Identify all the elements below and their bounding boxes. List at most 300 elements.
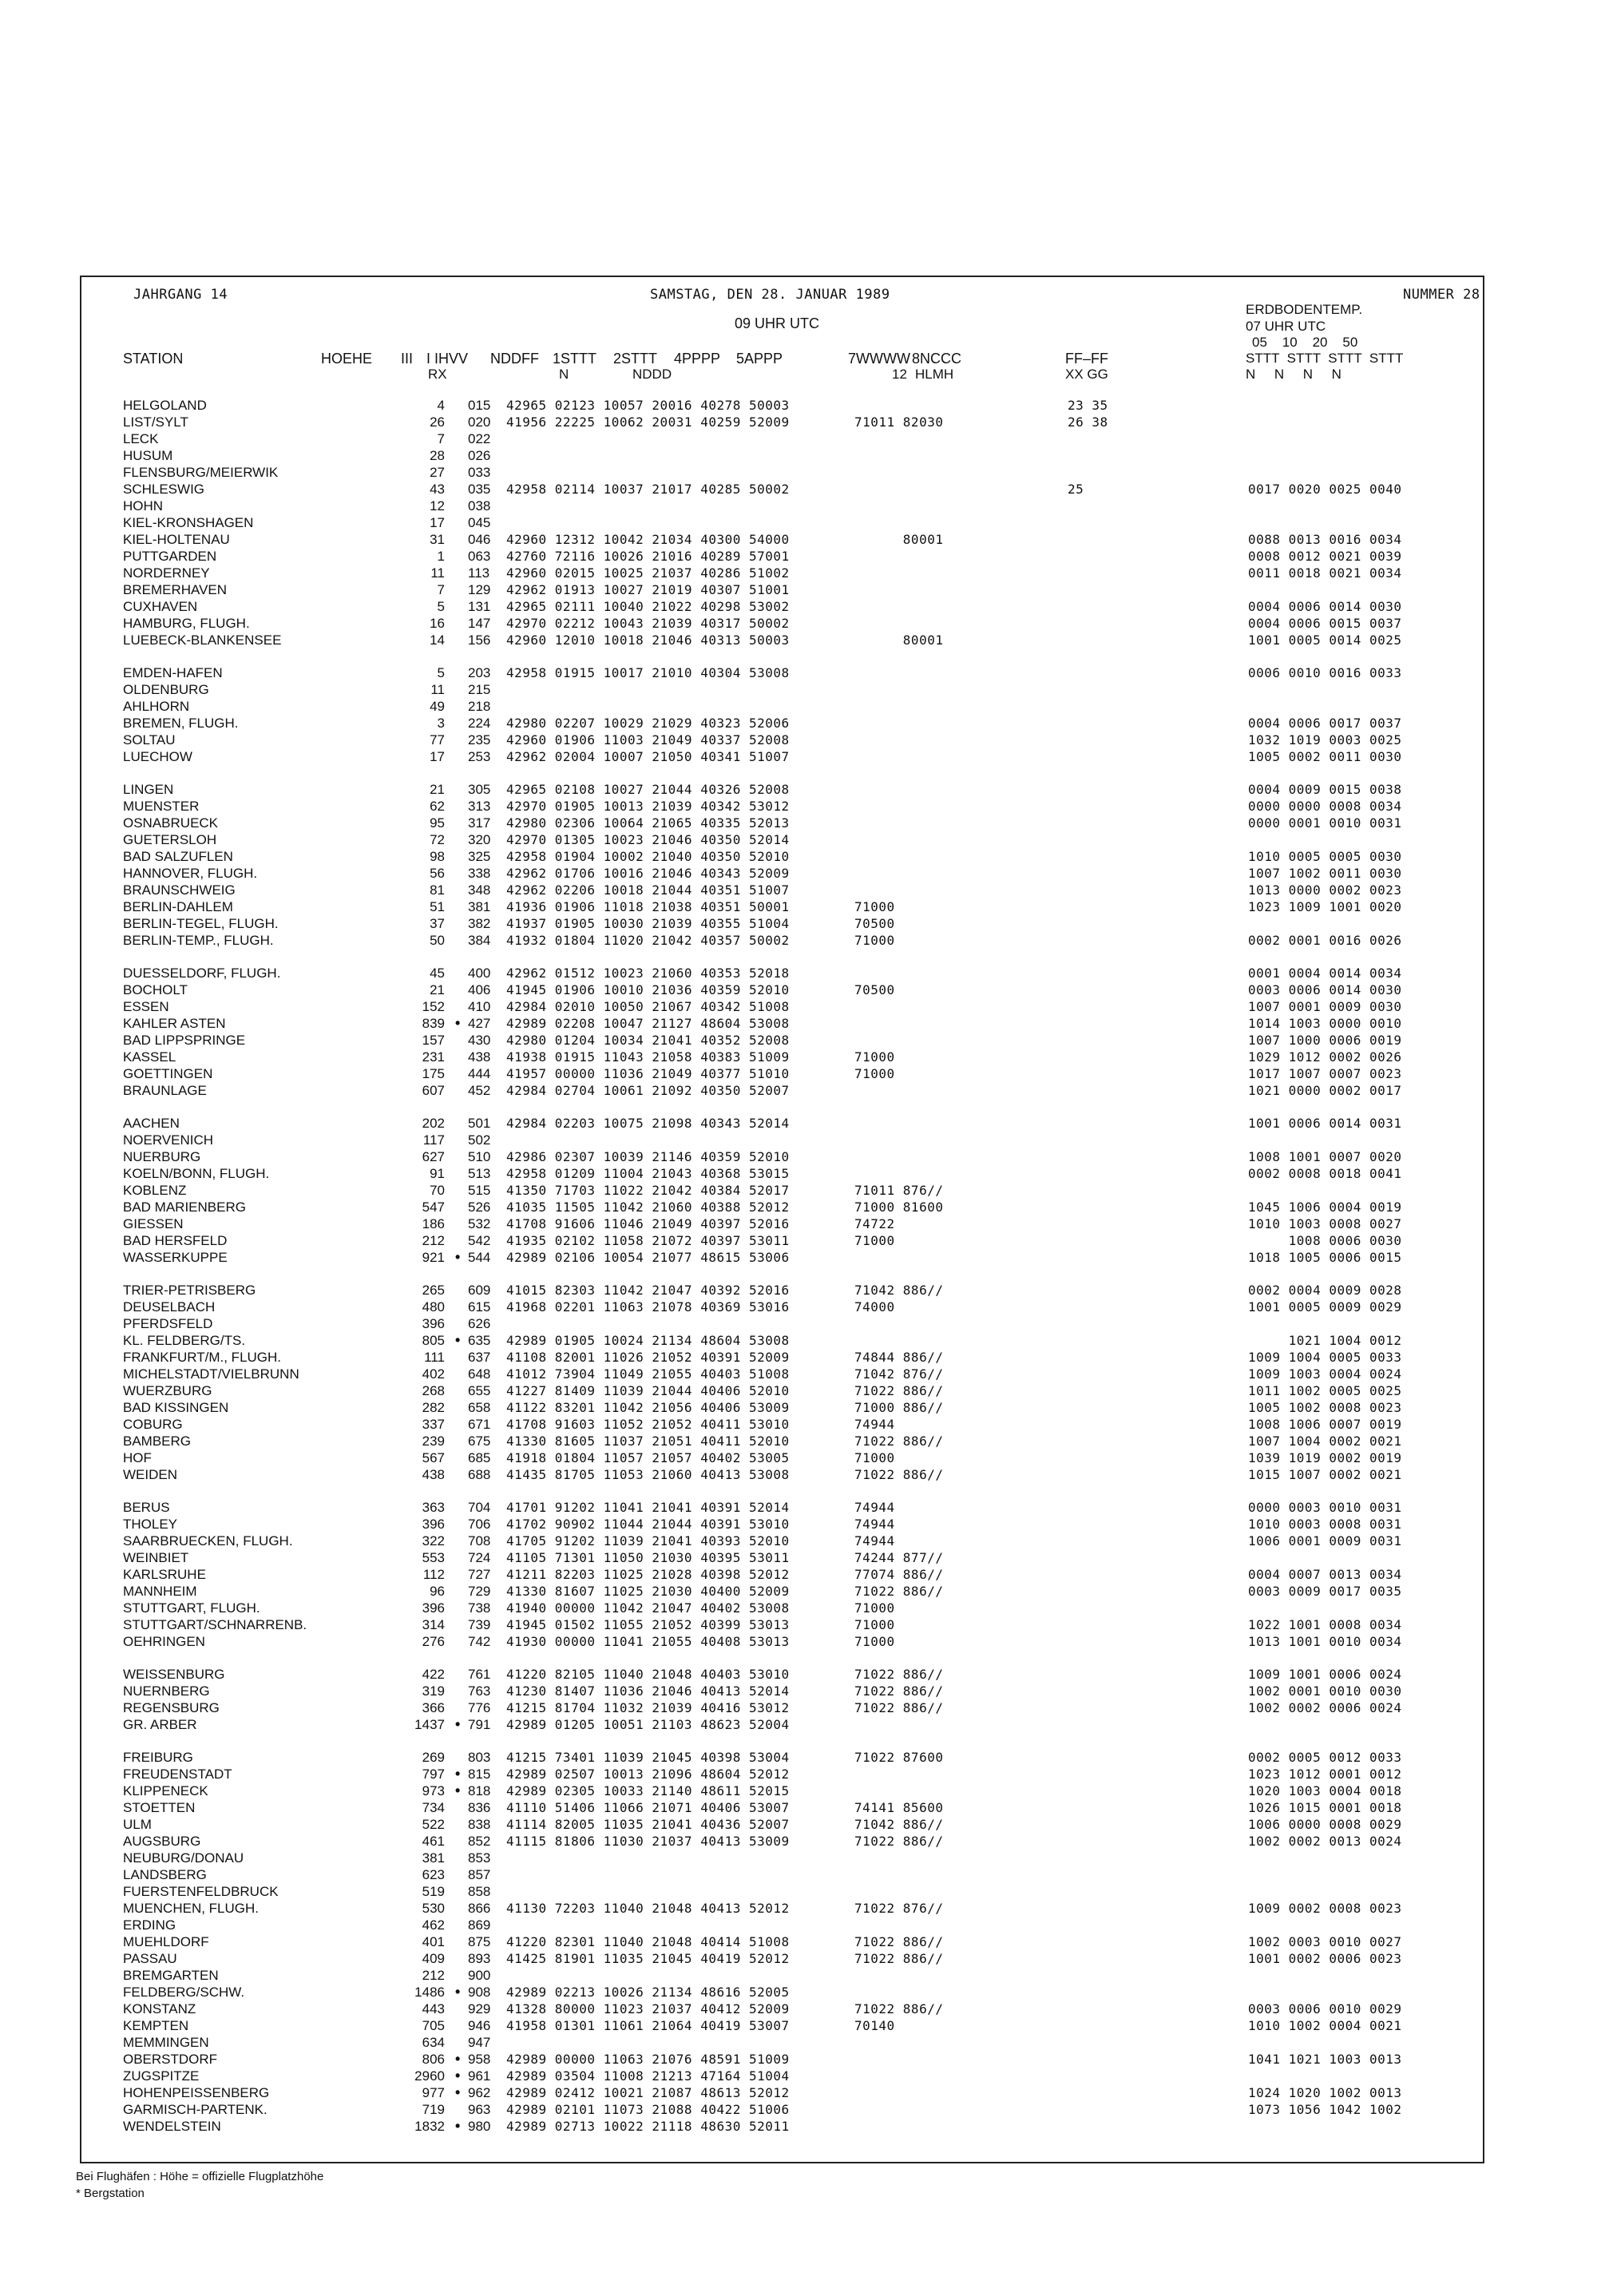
weather-groups: 70500 (854, 916, 895, 931)
synop-groups: 42989 02213 10026 21134 48616 52005 (506, 1985, 790, 2000)
station-index: 658 (468, 1400, 491, 1415)
station-row (81, 1015, 1483, 1032)
station-name: BRAUNSCHWEIG (123, 882, 236, 898)
col-1sttt: 1STTT (553, 351, 597, 367)
col-7wwww: 7WWWW (848, 351, 910, 367)
station-hoehe: 56 (430, 866, 445, 881)
station-hoehe: 11 (430, 682, 445, 697)
weather-groups: 74722 (854, 1216, 895, 1231)
synop-groups: 42989 02507 10013 21096 48604 52012 (506, 1767, 790, 1782)
soil-temperatures: 0000 0000 0008 0034 (1248, 799, 1402, 814)
station-name: MANNHEIM (123, 1584, 197, 1599)
station-name: AHLHORN (123, 699, 190, 714)
soil-temperatures: 1009 1003 0004 0024 (1248, 1366, 1402, 1382)
footnote-bergstation: * Bergstation (76, 2187, 145, 2200)
station-index: 908 (468, 1985, 491, 2000)
station-index: 542 (468, 1233, 491, 1248)
soil-temperatures: 1010 1002 0004 0021 (1248, 2018, 1402, 2033)
station-name: MUEHLDORF (123, 1934, 209, 1949)
station-row (81, 1600, 1483, 1616)
soil-temperatures: 1007 1004 0002 0021 (1248, 1434, 1402, 1449)
station-row (81, 1816, 1483, 1833)
synop-groups: 41425 81901 11035 21045 40419 52012 (506, 1951, 790, 1966)
station-hoehe: 17 (430, 515, 445, 530)
station-index: 815 (468, 1767, 491, 1782)
station-name: WUERZBURG (123, 1383, 212, 1398)
synop-groups: 42962 01913 10027 21019 40307 51001 (506, 582, 790, 597)
station-row (81, 1799, 1483, 1816)
station-row (81, 1699, 1483, 1716)
station-name: BERUS (123, 1500, 170, 1515)
col-xxgg: XX GG (1065, 367, 1108, 382)
station-index: 253 (468, 749, 491, 764)
station-hoehe: 1832 (414, 2119, 445, 2134)
soil-temperatures: 0002 0008 0018 0041 (1248, 1166, 1402, 1181)
synop-groups: 41330 81605 11037 21051 40411 52010 (506, 1434, 790, 1449)
bergstation-marker: • (455, 1332, 461, 1348)
station-index: 406 (468, 982, 491, 997)
station-row (81, 464, 1483, 481)
station-name: NEUBURG/DONAU (123, 1850, 244, 1866)
synop-groups: 41211 82203 11025 21028 40398 52012 (506, 1567, 790, 1582)
station-index: 317 (468, 815, 491, 831)
station-name: WEINBIET (123, 1550, 189, 1565)
station-name: WEISSENBURG (123, 1667, 225, 1682)
station-index: 427 (468, 1016, 491, 1031)
soil-temperatures: 1007 0001 0009 0030 (1248, 999, 1402, 1014)
station-name: DEUSELBACH (123, 1299, 216, 1315)
station-name: NORDERNEY (123, 565, 210, 581)
station-hoehe: 62 (430, 799, 445, 814)
synop-groups: 41937 01905 10030 21039 40355 51004 (506, 916, 790, 931)
station-hoehe: 17 (430, 749, 445, 764)
station-hoehe: 239 (422, 1434, 445, 1449)
synop-groups: 41708 91603 11052 21052 40411 53010 (506, 1417, 790, 1432)
weather-groups: 71000 (854, 1617, 895, 1632)
station-row (81, 1950, 1483, 1967)
synop-groups: 41105 71301 11050 21030 40395 53011 (506, 1550, 790, 1565)
station-row (81, 1416, 1483, 1433)
station-row (81, 1583, 1483, 1600)
station-hoehe: 627 (422, 1149, 445, 1164)
weather-groups: 71022 886// (854, 2001, 944, 2016)
station-name: GOETTINGEN (123, 1066, 213, 1081)
station-hoehe: 5 (437, 599, 445, 614)
soil-temperatures: 1007 1002 0011 0030 (1248, 866, 1402, 881)
station-hoehe: 231 (422, 1049, 445, 1065)
station-name: AACHEN (123, 1116, 180, 1131)
station-index: 046 (468, 532, 491, 547)
col-rx: RX (428, 367, 447, 382)
station-row (81, 1766, 1483, 1782)
station-name: WASSERKUPPE (123, 1250, 228, 1265)
station-name: HOHN (123, 498, 164, 514)
station-name: BAMBERG (123, 1434, 192, 1449)
station-index: 430 (468, 1033, 491, 1048)
station-hoehe: 409 (422, 1951, 445, 1966)
station-hoehe: 522 (422, 1817, 445, 1832)
bergstation-marker: • (455, 1984, 461, 2000)
synop-groups: 41918 01804 11057 21057 40402 53005 (506, 1450, 790, 1465)
soil-temperatures: 1015 1007 0002 0021 (1248, 1467, 1402, 1482)
bergstation-marker: • (455, 2051, 461, 2067)
station-hoehe: 112 (422, 1567, 445, 1582)
synop-groups: 41945 01906 10010 21036 40359 52010 (506, 982, 790, 997)
station-row (81, 1549, 1483, 1566)
station-row (81, 447, 1483, 464)
station-index: 038 (468, 498, 491, 514)
station-name: KIEL-KRONSHAGEN (123, 515, 254, 530)
station-name: FELDBERG/SCHW. (123, 1985, 245, 2000)
synop-groups: 42962 02004 10007 21050 40341 51007 (506, 749, 790, 764)
station-hoehe: 634 (422, 2035, 445, 2050)
soil-temperatures: 1013 0000 0002 0023 (1248, 882, 1402, 898)
station-index: 704 (468, 1500, 491, 1515)
station-name: LIST/SYLT (123, 414, 188, 430)
station-index: 739 (468, 1617, 491, 1632)
station-name: GARMISCH-PARTENK. (123, 2102, 267, 2117)
wind-gusts: 25 (1068, 482, 1084, 497)
soil-temperatures: 1023 1012 0001 0012 (1248, 1767, 1402, 1782)
soil-temp-time: 07 UHR UTC (1246, 319, 1326, 334)
station-hoehe: 81 (430, 882, 445, 898)
station-name: WENDELSTEIN (123, 2119, 221, 2134)
station-hoehe: 7 (437, 582, 445, 597)
station-row (81, 1115, 1483, 1132)
synop-groups: 42960 02015 10025 21037 40286 51002 (506, 565, 790, 581)
station-name: REGENSBURG (123, 1700, 220, 1715)
station-name: ZUGSPITZE (123, 2068, 200, 2084)
station-index: 869 (468, 1917, 491, 1933)
station-name: OLDENBURG (123, 682, 209, 697)
soil-temp-groups: STTT STTT STTT STTT (1246, 351, 1404, 366)
synop-groups: 41215 81704 11032 21039 40416 53012 (506, 1700, 790, 1715)
station-row (81, 781, 1483, 798)
station-row (81, 2017, 1483, 2034)
station-name: KAHLER ASTEN (123, 1016, 226, 1031)
weather-groups: 71000 (854, 1049, 895, 1065)
wind-gusts: 26 38 (1068, 414, 1108, 430)
soil-temperatures: 0003 0006 0014 0030 (1248, 982, 1402, 997)
station-row (81, 581, 1483, 598)
station-hoehe: 319 (422, 1683, 445, 1699)
station-index: 763 (468, 1683, 491, 1699)
station-name: HELGOLAND (123, 398, 207, 413)
soil-temperatures: 1010 1003 0008 0027 (1248, 1216, 1402, 1231)
station-row (81, 1917, 1483, 1933)
station-row (81, 1032, 1483, 1049)
station-index: 026 (468, 448, 491, 463)
station-row (81, 1984, 1483, 2001)
col-8nccc: 8NCCC (912, 351, 962, 367)
soil-temperatures: 0000 0001 0010 0031 (1248, 815, 1402, 831)
station-hoehe: 96 (430, 1584, 445, 1599)
station-index: 866 (468, 1901, 491, 1916)
col-8nccc-hlmh: HLMH (915, 367, 954, 382)
station-hoehe: 51 (430, 899, 445, 914)
weather-groups: 71022 886// (854, 1667, 944, 1682)
station-name: BAD MARIENBERG (123, 1200, 246, 1215)
station-row (81, 815, 1483, 831)
station-row (81, 1148, 1483, 1165)
synop-groups: 41702 90902 11044 21044 40391 53010 (506, 1517, 790, 1532)
soil-temperatures: 1001 0006 0014 0031 (1248, 1116, 1402, 1131)
station-index: 526 (468, 1200, 491, 1215)
station-index: 724 (468, 1550, 491, 1565)
station-index: 615 (468, 1299, 491, 1315)
station-name: HUSUM (123, 448, 173, 463)
station-row (81, 1716, 1483, 1733)
weather-groups: 71022 886// (854, 1383, 944, 1398)
station-index: 648 (468, 1366, 491, 1382)
weather-groups: 71022 886// (854, 1584, 944, 1599)
station-name: BRAUNLAGE (123, 1083, 207, 1098)
bergstation-marker: • (455, 1782, 461, 1798)
synop-groups: 41114 82005 11035 21041 40436 52007 (506, 1817, 790, 1832)
station-row (81, 1332, 1483, 1349)
station-index: 729 (468, 1584, 491, 1599)
station-index: 857 (468, 1867, 491, 1882)
station-index: 727 (468, 1567, 491, 1582)
col-4pppp: 4PPPP (674, 351, 721, 367)
station-name: BREMEN, FLUGH. (123, 716, 239, 731)
station-row (81, 1215, 1483, 1232)
station-row (81, 1132, 1483, 1148)
synop-groups: 41938 01915 11043 21058 40383 51009 (506, 1049, 790, 1065)
synop-groups: 42958 01904 10002 21040 40350 52010 (506, 849, 790, 864)
station-hoehe: 212 (422, 1968, 445, 1983)
soil-temperatures: 1032 1019 0003 0025 (1248, 732, 1402, 747)
station-row (81, 1782, 1483, 1799)
station-hoehe: 607 (422, 1083, 445, 1098)
station-index: 063 (468, 549, 491, 564)
soil-temp-depths: 05 10 20 50 (1252, 335, 1358, 350)
weather-groups: 71000 886// (854, 1400, 944, 1415)
synop-groups: 42958 01209 11004 21043 40368 53015 (506, 1166, 790, 1181)
station-name: BAD LIPPSPRINGE (123, 1033, 246, 1048)
weather-groups: 71000 81600 (854, 1200, 944, 1215)
station-hoehe: 1486 (414, 1985, 445, 2000)
bergstation-marker: • (455, 1249, 461, 1265)
station-index: 218 (468, 699, 491, 714)
synop-groups: 41230 81407 11036 21046 40413 52014 (506, 1683, 790, 1699)
soil-temperatures: 1009 0002 0008 0023 (1248, 1901, 1402, 1916)
station-row (81, 498, 1483, 514)
soil-temperatures: 0008 0012 0021 0039 (1248, 549, 1402, 564)
col-7wwww-12: 12 (892, 367, 907, 382)
station-name: STUTTGART/SCHNARRENB. (123, 1617, 307, 1632)
soil-temperatures: 0004 0007 0013 0034 (1248, 1567, 1402, 1582)
weather-groups: 71022 876// (854, 1901, 944, 1916)
observation-time: 09 UHR UTC (735, 315, 820, 331)
weather-groups: 71022 886// (854, 1434, 944, 1449)
soil-temperatures: 0017 0020 0025 0040 (1248, 482, 1402, 497)
station-row (81, 514, 1483, 531)
soil-temperatures: 1008 1001 0007 0020 (1248, 1149, 1402, 1164)
station-index: 384 (468, 933, 491, 948)
station-name: KASSEL (123, 1049, 176, 1065)
report-date: SAMSTAG, DEN 28. JANUAR 1989 (650, 287, 890, 303)
station-hoehe: 461 (422, 1834, 445, 1849)
station-row (81, 715, 1483, 732)
station-row (81, 981, 1483, 998)
synop-groups: 42962 01706 10016 21046 40343 52009 (506, 866, 790, 881)
station-hoehe: 21 (430, 782, 445, 797)
synop-groups: 42989 02713 10022 21118 48630 52011 (506, 2119, 790, 2134)
soil-temperatures: 1014 1003 0000 0010 (1248, 1016, 1402, 1031)
synop-groups: 42989 02106 10054 21077 48615 53006 (506, 1250, 790, 1265)
station-row (81, 1382, 1483, 1399)
station-row (81, 664, 1483, 681)
station-hoehe: 363 (422, 1500, 445, 1515)
station-hoehe: 519 (422, 1884, 445, 1899)
station-name: GR. ARBER (123, 1717, 197, 1732)
station-hoehe: 98 (430, 849, 445, 864)
station-index: 305 (468, 782, 491, 797)
station-name: LECK (123, 431, 159, 446)
station-name: BERLIN-TEGEL, FLUGH. (123, 916, 279, 931)
station-index: 544 (468, 1250, 491, 1265)
station-index: 655 (468, 1383, 491, 1398)
weather-groups: 80001 (854, 532, 944, 547)
station-name: NUERNBERG (123, 1683, 210, 1699)
station-row (81, 1449, 1483, 1466)
soil-temperatures: 0001 0004 0014 0034 (1248, 966, 1402, 981)
station-index: 035 (468, 482, 491, 497)
station-index: 015 (468, 398, 491, 413)
synop-groups: 41957 00000 11036 21049 40377 51010 (506, 1066, 790, 1081)
station-hoehe: 282 (422, 1400, 445, 1415)
soil-temperatures: 1010 0003 0008 0031 (1248, 1517, 1402, 1532)
station-index: 131 (468, 599, 491, 614)
soil-temperatures: 1024 1020 1002 0013 (1248, 2085, 1402, 2100)
station-row (81, 1165, 1483, 1182)
station-index: 776 (468, 1700, 491, 1715)
station-row (81, 1315, 1483, 1332)
weather-groups: 71022 886// (854, 1683, 944, 1699)
station-index: 900 (468, 1968, 491, 1983)
station-hoehe: 443 (422, 2001, 445, 2016)
station-index: 853 (468, 1850, 491, 1866)
station-index: 325 (468, 849, 491, 864)
station-row (81, 1850, 1483, 1866)
station-row (81, 632, 1483, 648)
station-name: BOCHOLT (123, 982, 188, 997)
station-row (81, 748, 1483, 765)
station-index: 444 (468, 1066, 491, 1081)
station-hoehe: 265 (422, 1283, 445, 1298)
synop-groups: 41115 81806 11030 21037 40413 53009 (506, 1834, 790, 1849)
soil-temperatures: 1029 1012 0002 0026 (1248, 1049, 1402, 1065)
station-name: CUXHAVEN (123, 599, 198, 614)
synop-groups: 42958 02114 10037 21017 40285 50002 (506, 482, 790, 497)
soil-temperatures: 1007 1000 0006 0019 (1248, 1033, 1402, 1048)
station-row (81, 915, 1483, 932)
station-row (81, 1883, 1483, 1900)
station-name: TRIER-PETRISBERG (123, 1283, 256, 1298)
synop-groups: 42989 03504 11008 21213 47164 51004 (506, 2068, 790, 2084)
soil-temperatures: 1002 0002 0006 0024 (1248, 1700, 1402, 1715)
station-index: 742 (468, 1634, 491, 1649)
weather-groups: 71000 (854, 1066, 895, 1081)
station-row (81, 414, 1483, 430)
weather-groups: 71022 886// (854, 1951, 944, 1966)
synop-groups: 41708 91606 11046 21049 40397 52016 (506, 1216, 790, 1231)
station-row (81, 2001, 1483, 2017)
station-row (81, 1616, 1483, 1633)
station-row (81, 1366, 1483, 1382)
station-name: ERDING (123, 1917, 176, 1933)
soil-temperatures: 1011 1002 0005 0025 (1248, 1383, 1402, 1398)
soil-temperatures: 1001 0005 0009 0029 (1248, 1299, 1402, 1315)
station-name: FRANKFURT/M., FLUGH. (123, 1350, 282, 1365)
station-hoehe: 111 (424, 1350, 445, 1365)
synop-groups: 41940 00000 11042 21047 40402 53008 (506, 1600, 790, 1616)
station-name: BREMERHAVEN (123, 582, 228, 597)
station-row (81, 565, 1483, 581)
station-hoehe: 530 (422, 1901, 445, 1916)
col-iii: III (401, 351, 414, 367)
station-row (81, 531, 1483, 548)
station-row (81, 1049, 1483, 1065)
soil-temperatures: 0004 0006 0017 0037 (1248, 716, 1402, 731)
synop-groups: 42760 72116 10026 21016 40289 57001 (506, 549, 790, 564)
soil-temperatures: 0088 0013 0016 0034 (1248, 532, 1402, 547)
station-name: DUESSELDORF, FLUGH. (123, 966, 281, 981)
station-hoehe: 31 (430, 532, 445, 547)
station-index: 513 (468, 1166, 491, 1181)
soil-temperatures: 1002 0003 0010 0027 (1248, 1934, 1402, 1949)
station-name: ESSEN (123, 999, 169, 1014)
station-hoehe: 276 (422, 1634, 445, 1649)
synop-groups: 42984 02203 10075 21098 40343 52014 (506, 1116, 790, 1131)
station-index: 637 (468, 1350, 491, 1365)
station-name: HANNOVER, FLUGH. (123, 866, 258, 881)
synop-groups: 41958 01301 11061 21064 40419 53007 (506, 2018, 790, 2033)
station-name: HOF (123, 1450, 152, 1465)
synop-groups: 42989 02412 10021 21087 48613 52012 (506, 2085, 790, 2100)
synop-groups: 42986 02307 10039 21146 40359 52010 (506, 1149, 790, 1164)
station-index: 515 (468, 1183, 491, 1198)
station-name: SAARBRUECKEN, FLUGH. (123, 1533, 293, 1549)
station-row (81, 898, 1483, 915)
station-row (81, 831, 1483, 848)
synop-groups: 41035 11505 11042 21060 40388 52012 (506, 1200, 790, 1215)
station-index: 852 (468, 1834, 491, 1849)
station-row (81, 430, 1483, 447)
weather-groups: 71000 (854, 1600, 895, 1616)
weather-groups: 70500 (854, 982, 895, 997)
station-name: THOLEY (123, 1517, 178, 1532)
station-row (81, 1833, 1483, 1850)
station-hoehe: 422 (422, 1667, 445, 1682)
weather-groups: 80001 (854, 632, 944, 648)
station-index: 532 (468, 1216, 491, 1231)
synop-groups: 42958 01915 10017 21010 40304 53008 (506, 665, 790, 680)
station-hoehe: 322 (422, 1533, 445, 1549)
synop-groups: 41108 82001 11026 21052 40391 52009 (506, 1350, 790, 1365)
station-name: BAD HERSFELD (123, 1233, 228, 1248)
soil-temperatures: 1013 1001 0010 0034 (1248, 1634, 1402, 1649)
station-row (81, 1900, 1483, 1917)
jahrgang-label: JAHRGANG 14 (133, 287, 228, 303)
soil-temperatures: 1039 1019 0002 0019 (1248, 1450, 1402, 1465)
station-hoehe: 462 (422, 1917, 445, 1933)
station-index: 501 (468, 1116, 491, 1131)
station-hoehe: 402 (422, 1366, 445, 1382)
station-index: 410 (468, 999, 491, 1014)
synop-groups: 41012 73904 11049 21055 40403 51008 (506, 1366, 790, 1382)
